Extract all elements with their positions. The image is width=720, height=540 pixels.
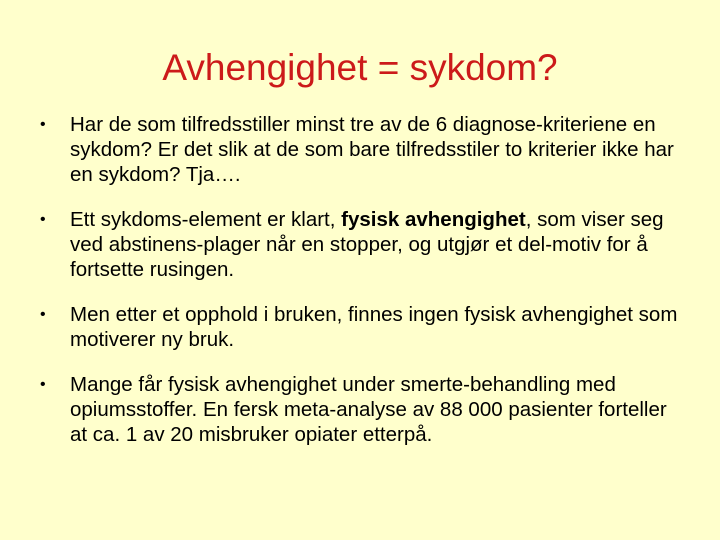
bullet-marker: • bbox=[40, 306, 46, 323]
bullet-marker: • bbox=[40, 116, 46, 133]
bullet-item-2 bbox=[38, 207, 678, 282]
bullet-item-4 bbox=[38, 372, 678, 447]
bullet-text bbox=[70, 208, 664, 281]
bullet-marker: • bbox=[40, 211, 46, 228]
bullet-item-1 bbox=[38, 112, 678, 187]
bullet-list bbox=[38, 112, 678, 467]
bullet-item-3 bbox=[38, 302, 678, 352]
bullet-text: Mange får fysisk avhengighet under smerte-behandling med opiumsstoffer. En fersk meta-analyse av 88 000 pasienter forteller at ca. 1 av 20 misbruker opiater etterpå. bbox=[70, 373, 667, 446]
bullet-text-bold: fysisk avhengighet bbox=[341, 208, 526, 231]
bullet-text: Men etter et opphold i bruken, finnes ingen fysisk avhengighet som motiverer ny bruk. bbox=[70, 303, 678, 351]
bullet-marker: • bbox=[40, 376, 46, 393]
bullet-text: Har de som tilfredsstiller minst tre av de 6 diagnose-kriteriene en sykdom? Er det slik at de som bare tilfredsstiler to kriterier ikke har en sykdom? Tja…. bbox=[70, 113, 674, 186]
bullet-text-before: Ett sykdoms-element er klart, bbox=[70, 208, 342, 231]
bullet-text-after: , som viser seg ved abstinens-plager når en stopper, og utgjør et del-motiv for å fortsette rusingen. bbox=[70, 208, 664, 281]
slide-title: Avhengighet = sykdom? bbox=[162, 47, 558, 88]
